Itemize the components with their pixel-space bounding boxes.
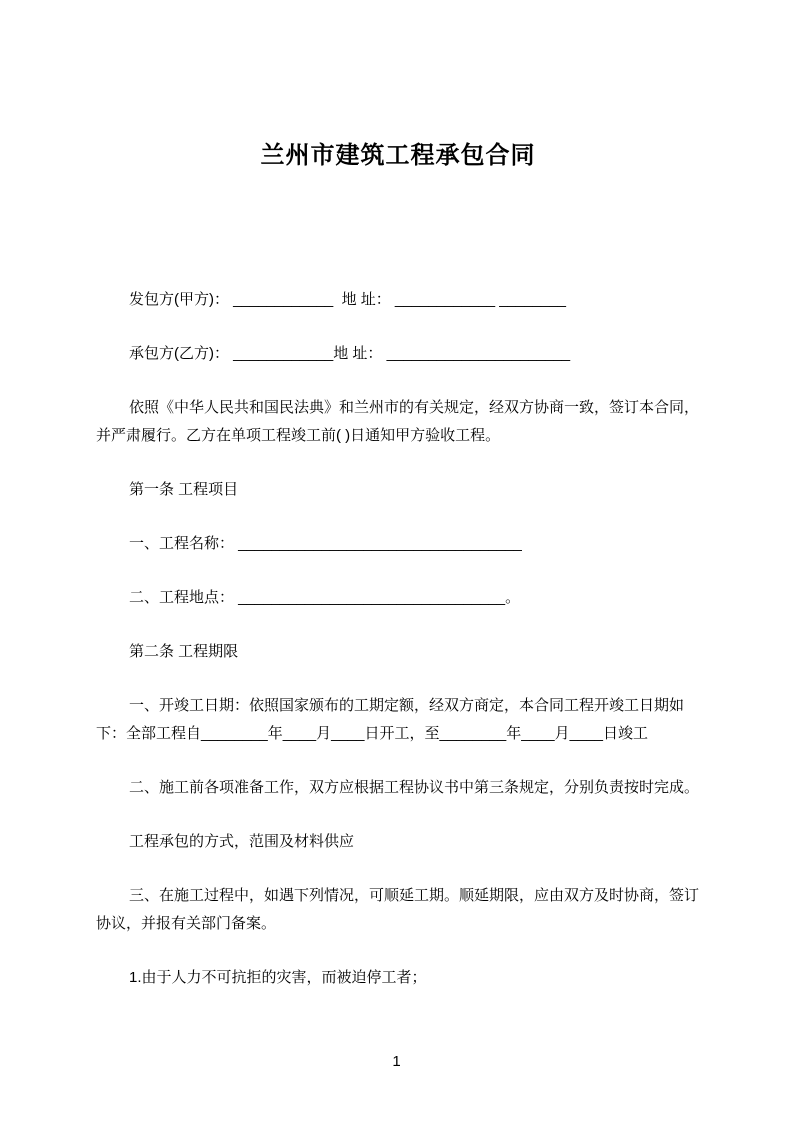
schedule-extension-paragraph: 三、在施工过程中，如遇下列情况，可顺延工期。顺延期限，应由双方及时协商，签订协议，并报有关部门备案。 (96, 887, 700, 932)
contracting-method-heading: 工程承包的方式，范围及材料供应 (129, 833, 355, 850)
party-b-line: 承包方(乙方)： ____________地 址： ______________________ (129, 345, 571, 362)
document-title: 兰州市建筑工程承包合同 (260, 142, 536, 169)
commencement-completion-dates-paragraph: 一、开竣工日期：依照国家颁布的工期定额，经双方商定，本合同工程开竣工日期如下：全部工程自________年____月____日开工，至________年____月____日竣工 (96, 697, 685, 742)
article-1-heading: 第一条 工程项目 (129, 481, 239, 498)
project-name-line: 一、工程名称： __________________________________ (129, 535, 522, 552)
pre-construction-preparation-paragraph: 二、施工前各项准备工作，双方应根据工程协议书中第三条规定，分别负责按时完成。 (129, 779, 700, 796)
force-majeure-item: 1.由于人力不可抗拒的灾害，而被迫停工者； (129, 969, 427, 986)
article-2-heading: 第二条 工程期限 (129, 643, 239, 660)
preamble-paragraph: 依照《中华人民共和国民法典》和兰州市的有关规定，经双方协商一致，签订本合同，并严肃履行。乙方在单项工程竣工前( )日通知甲方验收工程。 (96, 399, 700, 444)
document-body (96, 286, 700, 992)
page-number: 1 (392, 1053, 401, 1070)
project-location-line: 二、工程地点： ________________________________。 (129, 589, 521, 606)
party-a-line: 发包方(甲方)： ____________ 地 址： ____________ ________ (129, 291, 566, 308)
